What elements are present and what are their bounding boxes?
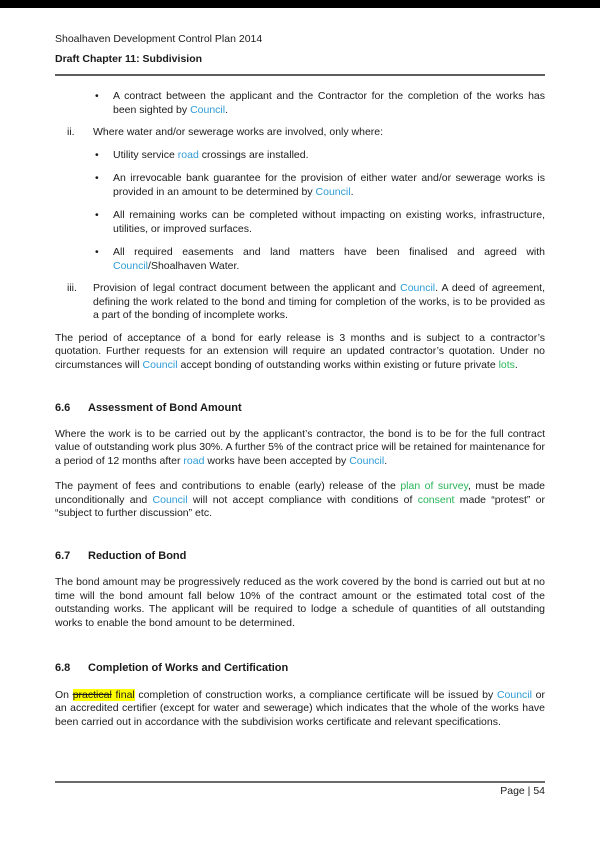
text-segment: will not accept compliance with conditions of (187, 493, 418, 506)
text-segment: All remaining works can be completed without impacting on existing works, infrastructure, utilities, or improved surfaces. (113, 209, 545, 235)
roman-item-text (93, 126, 545, 140)
bullet-item (95, 149, 545, 163)
text-segment: , must be made unconditionally and (55, 480, 546, 506)
text-segment: . (514, 358, 518, 371)
text-segment: A contract between the applicant and the Contractor for the completion of the works has been sighted by (113, 90, 545, 116)
roman-marker: iii. (67, 282, 77, 294)
page-content (0, 33, 600, 729)
document-header-title: Shoalhaven Development Control Plan 2014 (55, 33, 263, 45)
text-segment: The payment of fees and contributions to enable (early) release of the (55, 480, 401, 492)
text-segment: All required easements and land matters have been finalised and agreed with (113, 246, 545, 258)
bullet-text (113, 149, 545, 163)
text-segment: . (225, 103, 229, 116)
header-rule (55, 74, 545, 76)
bullet-marker: • (95, 148, 99, 161)
bullet-item (95, 246, 545, 273)
text-segment: accept bonding of outstanding works within existing or future private (177, 358, 499, 371)
text-segment: works have been accepted by (204, 454, 350, 467)
section-number: 6.8 (55, 662, 71, 674)
roman-list-item (67, 126, 545, 140)
roman-marker: ii. (67, 126, 75, 138)
paragraph (55, 332, 545, 373)
text-segment: . (350, 185, 354, 198)
text-segment: Utility service (113, 148, 178, 161)
section-heading-6-8 (55, 662, 545, 676)
bullet-marker: • (95, 209, 99, 221)
text-segment: An irrevocable bank guarantee for the provision of either water and/or sewerage works is provided in an amount to be determined by (113, 172, 545, 198)
text-segment: final (111, 688, 135, 701)
paragraph (55, 480, 545, 521)
text-segment: crossings are installed. (198, 148, 309, 161)
bullet-marker: • (95, 90, 99, 102)
bullet-text (113, 246, 545, 273)
inline-link[interactable]: Council (152, 493, 188, 506)
section-title: Completion of Works and Certification (88, 662, 289, 674)
inline-link[interactable]: road (183, 454, 205, 467)
inline-link[interactable]: Council (142, 358, 178, 371)
inline-link[interactable]: lots (498, 358, 515, 371)
text-segment: . A deed of agreement, defining the work related to the bond and timing for completion of the works, is to be provided as a part of the bonding of incomplete works. (93, 282, 545, 321)
text-segment: . (384, 454, 388, 467)
text-segment: /Shoalhaven Water. (148, 259, 240, 272)
text-segment: Provision of legal contract document between the applicant and (93, 282, 401, 294)
paragraph (55, 576, 545, 630)
top-bar (0, 0, 600, 8)
text-segment: practical (72, 688, 112, 701)
text-segment: The bond amount may be progressively reduced as the work covered by the bond is carried out but at no time will the bond amount fall below 10% of the contract amount or the estimated total cost of the outstanding works. The applicant will be required to lodge a schedule of quantities of all outstanding works to enable the bond amount to be determined. (55, 576, 545, 629)
bullet-item (95, 209, 545, 236)
inline-link[interactable]: Council (496, 688, 532, 701)
text-segment: or an accredited certifier (except for water and sewerage) which indicates that the whole of the works have been carried out in accordance with the subdivision works certificate and relevant specifications. (55, 688, 545, 728)
bullet-text (113, 209, 545, 236)
section-title: Reduction of Bond (88, 549, 187, 562)
section-number: 6.6 (55, 402, 71, 414)
bullet-item (95, 172, 545, 199)
paragraph (55, 428, 545, 469)
inline-link[interactable]: Council (190, 103, 226, 116)
text-segment: completion of construction works, a compliance certificate will be issued by (134, 688, 497, 701)
page-footer (55, 781, 545, 799)
inline-link[interactable]: consent (417, 493, 455, 506)
text-segment: The period of acceptance of a bond for early release is 3 months and is subject to a contractor’s quotation. Further requests for an extension will require an updated contractor’s quotation. Under no circumstances will (55, 331, 545, 371)
inline-link[interactable]: Council (349, 454, 385, 467)
inline-link[interactable]: Council (315, 185, 351, 198)
bullet-text (113, 172, 545, 199)
bullet-marker: • (95, 172, 99, 184)
roman-list-item (67, 282, 545, 323)
section-number: 6.7 (55, 549, 71, 562)
paragraph (55, 689, 545, 730)
inline-link[interactable]: road (177, 148, 199, 161)
inline-link[interactable]: plan of survey (400, 480, 469, 492)
text-segment: Where water and/or sewerage works are involved, only where: (93, 126, 384, 138)
chapter-header-title: Draft Chapter 11: Subdivision (55, 52, 203, 65)
section-heading-6-6 (55, 402, 545, 416)
page-number: Page | 54 (500, 785, 545, 797)
inline-link[interactable]: Council (400, 282, 436, 294)
bullet-marker: • (95, 246, 99, 258)
text-segment: made “protest” or “subject to further discussion” etc. (55, 493, 545, 519)
bullet-text (113, 90, 545, 117)
section-title: Assessment of Bond Amount (88, 402, 242, 414)
text-segment: Where the work is to be carried out by the applicant’s contractor, the bond is to be for the full contract value of outstanding work plus 30%. A further 5% of the contract price will be retained for maintenance for a period of 12 months after (55, 427, 545, 467)
inline-link[interactable]: Council (113, 259, 149, 272)
roman-item-text (93, 282, 545, 323)
bullet-item (95, 90, 545, 117)
text-segment: On (55, 688, 73, 701)
section-heading-6-7 (55, 550, 545, 564)
